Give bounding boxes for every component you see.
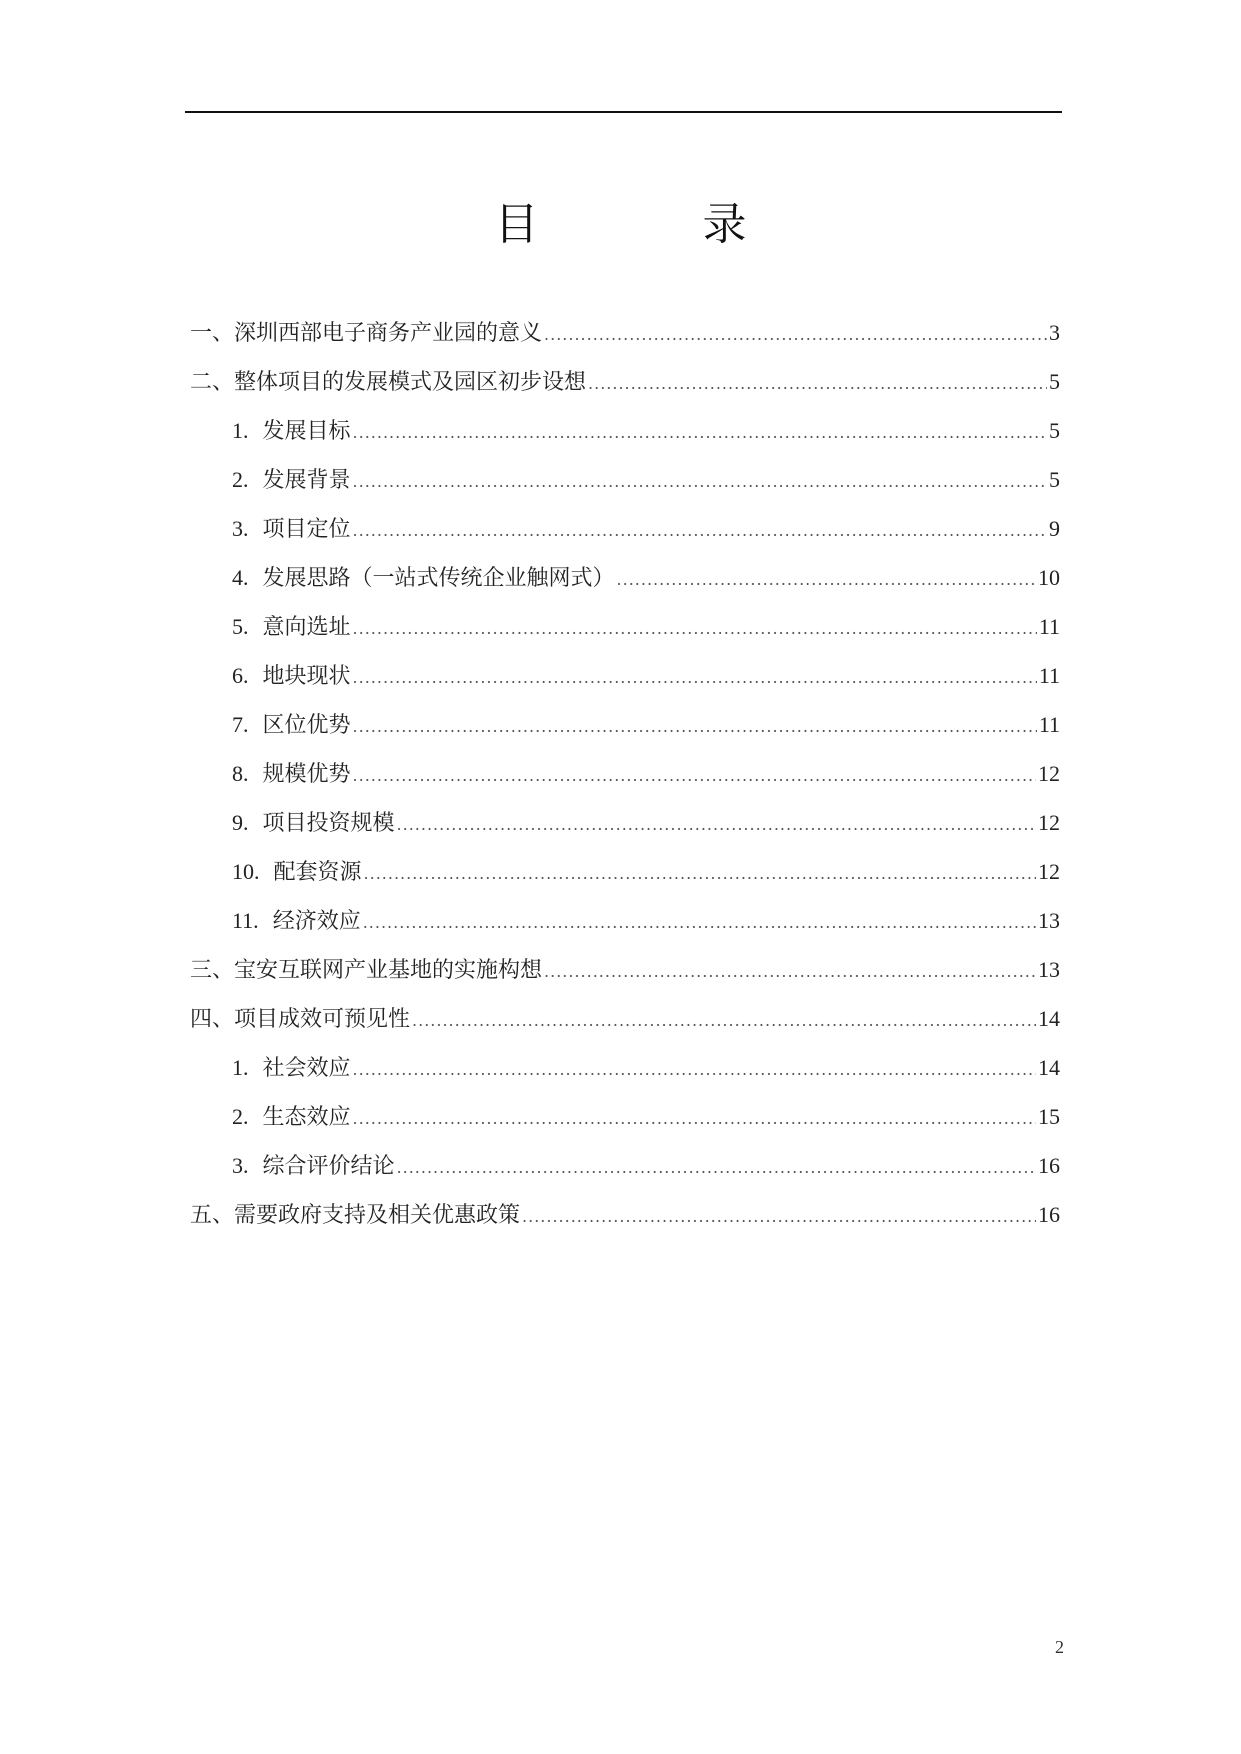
toc-entry-label: 四、项目成效可预见性 xyxy=(190,1007,411,1032)
toc-dot-leader xyxy=(522,1202,1036,1232)
toc-entry-label: 地块现状 xyxy=(262,664,351,689)
toc-entry-page: 5 xyxy=(1049,418,1060,443)
toc-entry-label: 配套资源 xyxy=(273,860,362,885)
toc-entry-number: 3. xyxy=(232,516,249,541)
toc-entry-number: 3. xyxy=(232,1153,249,1178)
toc-entry-number: 9. xyxy=(232,810,249,835)
toc-entry-page: 12 xyxy=(1038,761,1060,786)
toc-entry[interactable] xyxy=(190,1102,1060,1151)
toc-entry-label: 意向选址 xyxy=(262,615,351,640)
toc-entry-page: 3 xyxy=(1049,320,1060,345)
toc-entry-page: 9 xyxy=(1049,516,1060,541)
toc-dot-leader xyxy=(353,761,1036,791)
toc-entry-text xyxy=(232,759,351,790)
toc-entry-text xyxy=(232,906,361,937)
toc-entry-number: 1. xyxy=(232,1055,249,1080)
toc-dot-leader xyxy=(353,418,1047,448)
toc-entry-number: 2. xyxy=(232,467,249,492)
toc-entry-text xyxy=(232,1053,351,1084)
toc-entry[interactable] xyxy=(190,1053,1060,1102)
toc-entry[interactable] xyxy=(190,1200,1060,1249)
toc-entry[interactable] xyxy=(190,1004,1060,1053)
toc-entry-text xyxy=(232,465,351,496)
toc-dot-leader xyxy=(412,1006,1036,1036)
toc-entry-text xyxy=(232,514,351,545)
page-number: 2 xyxy=(1055,1637,1064,1657)
toc-entry-label: 三、宝安互联网产业基地的实施构想 xyxy=(190,958,543,983)
toc-entry-text xyxy=(232,661,351,692)
toc-entry-page: 12 xyxy=(1038,810,1060,835)
toc-entry-page: 11 xyxy=(1038,663,1060,688)
header-rule xyxy=(185,111,1062,113)
toc-entry-label: 经济效应 xyxy=(272,909,361,934)
toc-entry-label: 规模优势 xyxy=(262,762,351,787)
toc-dot-leader xyxy=(363,908,1036,938)
toc-entry-text xyxy=(190,368,586,398)
toc-entry[interactable] xyxy=(190,661,1060,710)
toc-entry-text xyxy=(232,1151,395,1182)
toc-entry-number: 4. xyxy=(232,565,249,590)
toc-entry-number: 11. xyxy=(232,908,259,933)
toc-entry-text xyxy=(232,1102,351,1133)
toc-dot-leader xyxy=(364,859,1036,889)
toc-entry-text xyxy=(190,1201,520,1231)
toc-entry-number: 7. xyxy=(232,712,249,737)
toc-entry[interactable] xyxy=(190,563,1060,612)
toc-dot-leader xyxy=(544,320,1047,350)
toc-dot-leader xyxy=(397,1153,1036,1183)
toc-entry-text xyxy=(232,416,351,447)
toc-entry[interactable] xyxy=(190,710,1060,759)
toc-entry-page: 13 xyxy=(1038,908,1060,933)
toc-dot-leader xyxy=(617,565,1036,595)
toc-entry[interactable] xyxy=(190,759,1060,808)
toc-entry-number: 6. xyxy=(232,663,249,688)
toc-entry-text xyxy=(232,857,362,888)
toc-entry-text xyxy=(232,563,615,594)
toc-entry[interactable] xyxy=(190,416,1060,465)
toc-entry-label: 生态效应 xyxy=(262,1105,351,1130)
toc-entry[interactable] xyxy=(190,514,1060,563)
toc-entry-text xyxy=(190,319,542,349)
toc-entry-number: 2. xyxy=(232,1104,249,1129)
toc-dot-leader xyxy=(544,957,1036,987)
table-of-contents xyxy=(190,318,1060,1249)
toc-entry-page: 15 xyxy=(1038,1104,1060,1129)
toc-entry[interactable] xyxy=(190,857,1060,906)
toc-entry-text xyxy=(232,612,351,643)
toc-entry[interactable] xyxy=(190,1151,1060,1200)
toc-entry-text xyxy=(232,710,351,741)
toc-entry-page: 11 xyxy=(1038,614,1060,639)
toc-entry-page: 5 xyxy=(1049,369,1060,394)
toc-dot-leader xyxy=(588,369,1047,399)
toc-entry-page: 13 xyxy=(1038,957,1060,982)
toc-entry-page: 12 xyxy=(1038,859,1060,884)
toc-entry[interactable] xyxy=(190,612,1060,661)
toc-entry-label: 项目投资规模 xyxy=(262,811,395,836)
toc-entry[interactable] xyxy=(190,318,1060,367)
toc-entry-number: 1. xyxy=(232,418,249,443)
toc-entry-page: 14 xyxy=(1038,1006,1060,1031)
toc-entry-label: 五、需要政府支持及相关优惠政策 xyxy=(190,1203,521,1228)
toc-dot-leader xyxy=(353,1055,1036,1085)
toc-entry-text xyxy=(190,1005,410,1035)
toc-entry-number: 5. xyxy=(232,614,249,639)
toc-entry[interactable] xyxy=(190,955,1060,1004)
toc-dot-leader xyxy=(353,614,1037,644)
toc-entry-page: 10 xyxy=(1038,565,1060,590)
toc-entry-label: 发展目标 xyxy=(262,419,351,444)
toc-dot-leader xyxy=(397,810,1036,840)
toc-dot-leader xyxy=(353,467,1047,497)
toc-entry-page: 16 xyxy=(1038,1202,1060,1227)
toc-entry-number: 10. xyxy=(232,859,260,884)
toc-title: 目 录 xyxy=(494,199,807,250)
toc-entry-label: 发展思路（一站式传统企业触网式） xyxy=(262,566,615,591)
toc-entry-label: 社会效应 xyxy=(262,1056,351,1081)
toc-entry-label: 二、整体项目的发展模式及园区初步设想 xyxy=(190,370,587,395)
toc-entry-text xyxy=(190,956,542,986)
toc-entry[interactable] xyxy=(190,906,1060,955)
toc-entry-label: 发展背景 xyxy=(262,468,351,493)
toc-entry[interactable] xyxy=(190,808,1060,857)
toc-entry-text xyxy=(232,808,395,839)
toc-dot-leader xyxy=(353,1104,1036,1134)
toc-dot-leader xyxy=(353,712,1037,742)
toc-entry-page: 11 xyxy=(1038,712,1060,737)
toc-entry-page: 16 xyxy=(1038,1153,1060,1178)
toc-entry-page: 5 xyxy=(1049,467,1060,492)
toc-entry-label: 一、深圳西部电子商务产业园的意义 xyxy=(190,321,543,346)
toc-entry-label: 项目定位 xyxy=(262,517,351,542)
toc-entry-label: 综合评价结论 xyxy=(262,1154,395,1179)
toc-entry-page: 14 xyxy=(1038,1055,1060,1080)
toc-dot-leader xyxy=(353,516,1047,546)
toc-entry[interactable] xyxy=(190,367,1060,416)
toc-entry[interactable] xyxy=(190,465,1060,514)
toc-dot-leader xyxy=(353,663,1037,693)
toc-entry-number: 8. xyxy=(232,761,249,786)
toc-entry-label: 区位优势 xyxy=(262,713,351,738)
